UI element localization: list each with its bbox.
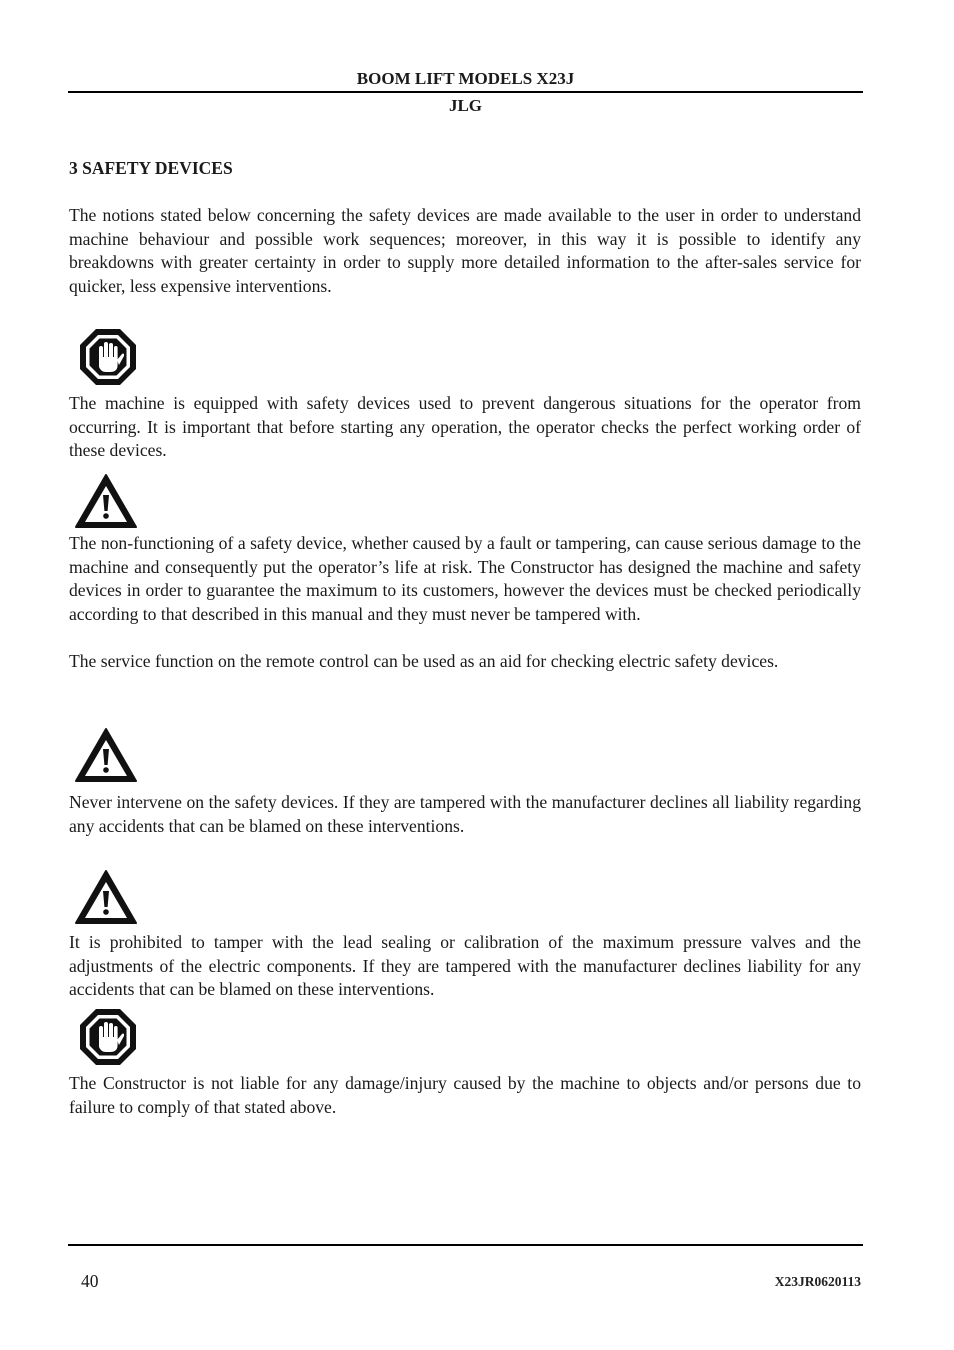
document-code: X23JR0620113 (774, 1274, 861, 1289)
intro-paragraph: The notions stated below concerning the safety devices are made available to the user in order to understand machine behaviour and possible work sequences; moreover, in this way it is possible to identify any breakdowns with greater certainty in order to supply more detailed information to the after-sales service for quicker, less expensive interventions. (69, 205, 861, 296)
non-functioning-paragraph: The non-functioning of a safety device, whether caused by a fault or tampering, can cause serious damage to the machine and consequently put the operator’s life at risk. The Constructor has designed the machine and safety devices in order to guarantee the maximum to its customers, however the devices must be checked periodically according to that described in this manual and they must never be tampered with. (69, 533, 861, 624)
equipped-paragraph: The machine is equipped with safety devices used to prevent dangerous situations for the operator from occurring. It is important that before starting any operation, the operator checks the perfect working order of these devices. (69, 393, 861, 460)
warning-triangle-icon (74, 727, 138, 783)
page-number: 40 (81, 1271, 99, 1291)
never-intervene-paragraph: Never intervene on the safety devices. If they are tampered with the manufacturer declines all liability regarding any accidents that can be blamed on these interventions. (69, 792, 861, 836)
section-title: 3 SAFETY DEVICES (69, 158, 233, 178)
stop-hand-icon (78, 327, 138, 387)
header-rule (68, 91, 863, 93)
constructor-liability-paragraph: The Constructor is not liable for any damage/injury caused by the machine to objects and/or persons due to failure to comply of that stated above. (69, 1073, 861, 1117)
header-title: BOOM LIFT MODELS X23J (356, 69, 575, 88)
warning-triangle-icon (74, 473, 138, 529)
prohibited-paragraph: It is prohibited to tamper with the lead sealing or calibration of the maximum pressure valves and the adjustments of the electric components. If they are tampered with the manufacturer declines liability for any accidents that can be blamed on these interventions. (69, 932, 861, 999)
header-brand: JLG (448, 96, 483, 115)
service-function-paragraph: The service function on the remote control can be used as an aid for checking electric safety devices. (69, 651, 779, 671)
stop-hand-icon (78, 1007, 138, 1067)
footer-rule (68, 1244, 863, 1246)
warning-triangle-icon (74, 869, 138, 925)
